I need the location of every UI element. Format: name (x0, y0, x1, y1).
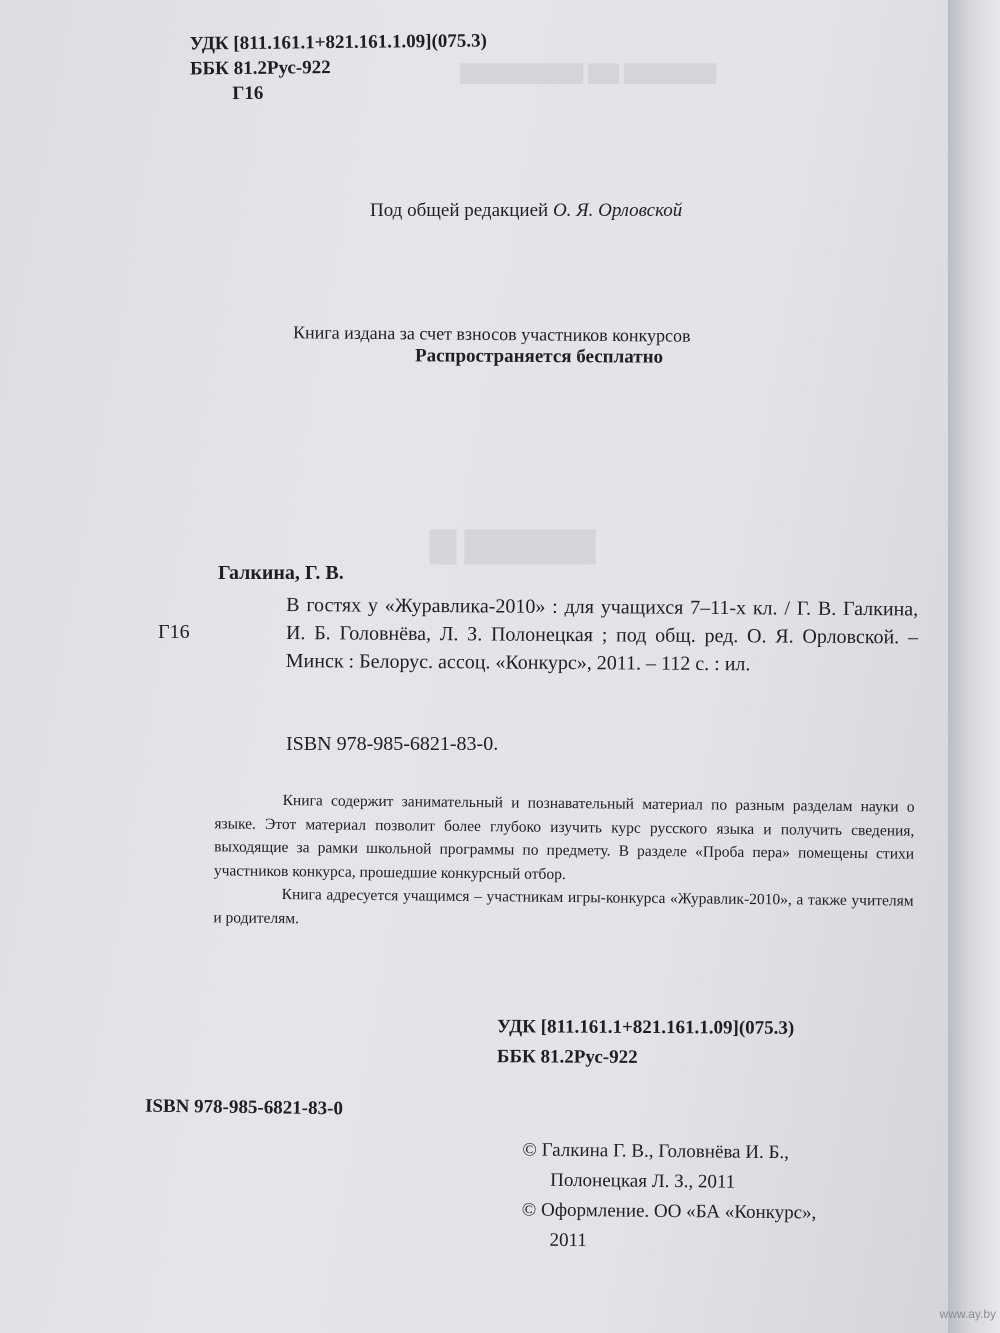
funding-notice: Книга издана за счет взносов участников конкурсов (292, 322, 691, 346)
annotation-paragraph-1: Книга содержит занимательный и познавательный материал по разным разделам науки о языке. Этот материал позволит более глубоко изучить курс русского языка и получить сведения, выходящие за рамки школьной программы по предмету. В разделе «Проба пера» помещены стихи участников конкурса, прошедшие конкурсный отбор. (213, 792, 915, 883)
copyright-design-line-2: 2011 (549, 1229, 587, 1252)
bibliographic-text: В гостях у «Журавлика-2010» : для учащихся 7–11-х кл. / Г. В. Галкина, И. Б. Головнёва, Л. З. Полонецкая ; под общ. ред. О. Я. Орловской. – Минск : Белорус. ассоц. «Конкурс», 2011. – 112 с. : ил. (285, 594, 919, 676)
copyright-design-line-1: © Оформление. ОО «БА «Конкурс», (521, 1199, 817, 1224)
udk-block-top (190, 28, 488, 106)
editor-prefix: Под общей редакцией (370, 200, 549, 221)
isbn-footer: ISBN 978-985-6821-83-0 (144, 1095, 344, 1120)
show-through-text: ▇▇▇▇▇ ▇ (430, 527, 596, 564)
site-watermark: www.ay.by (939, 1307, 996, 1321)
bbk-code: ББК 81.2Рус-922 (496, 1046, 638, 1068)
editor-name: О. Я. Орловской (552, 200, 683, 221)
free-distribution-notice: Распространяется бесплатно (414, 345, 664, 368)
bbk-code: ББК 81.2Рус-922 (189, 57, 331, 80)
annotation-paragraph-2: Книга адресуется учащимся – участникам игры-конкурса «Журавлик-2010», а также учителям и родителям. (213, 886, 914, 927)
copyright-authors-line-2: Полонецкая Л. З., 2011 (550, 1169, 736, 1193)
show-through-text: ▇▇▇▇▇▇ ▇▇ ▇▇▇▇▇▇▇▇ (460, 62, 717, 84)
udk-code: УДК [811.161.1+821.161.1.09](075.3) (189, 30, 488, 55)
bibliographic-code: Г16 (158, 621, 190, 643)
udk-block-bottom (497, 1012, 795, 1074)
copyright-block (521, 1135, 817, 1258)
copyright-authors-line-1: © Галкина Г. В., Головнёва И. Б., (522, 1139, 790, 1164)
bibliographic-isbn: ISBN 978-985-6821-83-0. (286, 733, 499, 755)
bibliographic-description (218, 591, 919, 680)
bibliographic-author: Галкина, Г. В. (218, 562, 344, 584)
author-mark: Г16 (232, 82, 264, 105)
udk-code: УДК [811.161.1+821.161.1.09](075.3) (497, 1016, 795, 1039)
editor-line (370, 200, 682, 222)
next-page-edge (948, 0, 1000, 1333)
annotation (213, 788, 914, 936)
